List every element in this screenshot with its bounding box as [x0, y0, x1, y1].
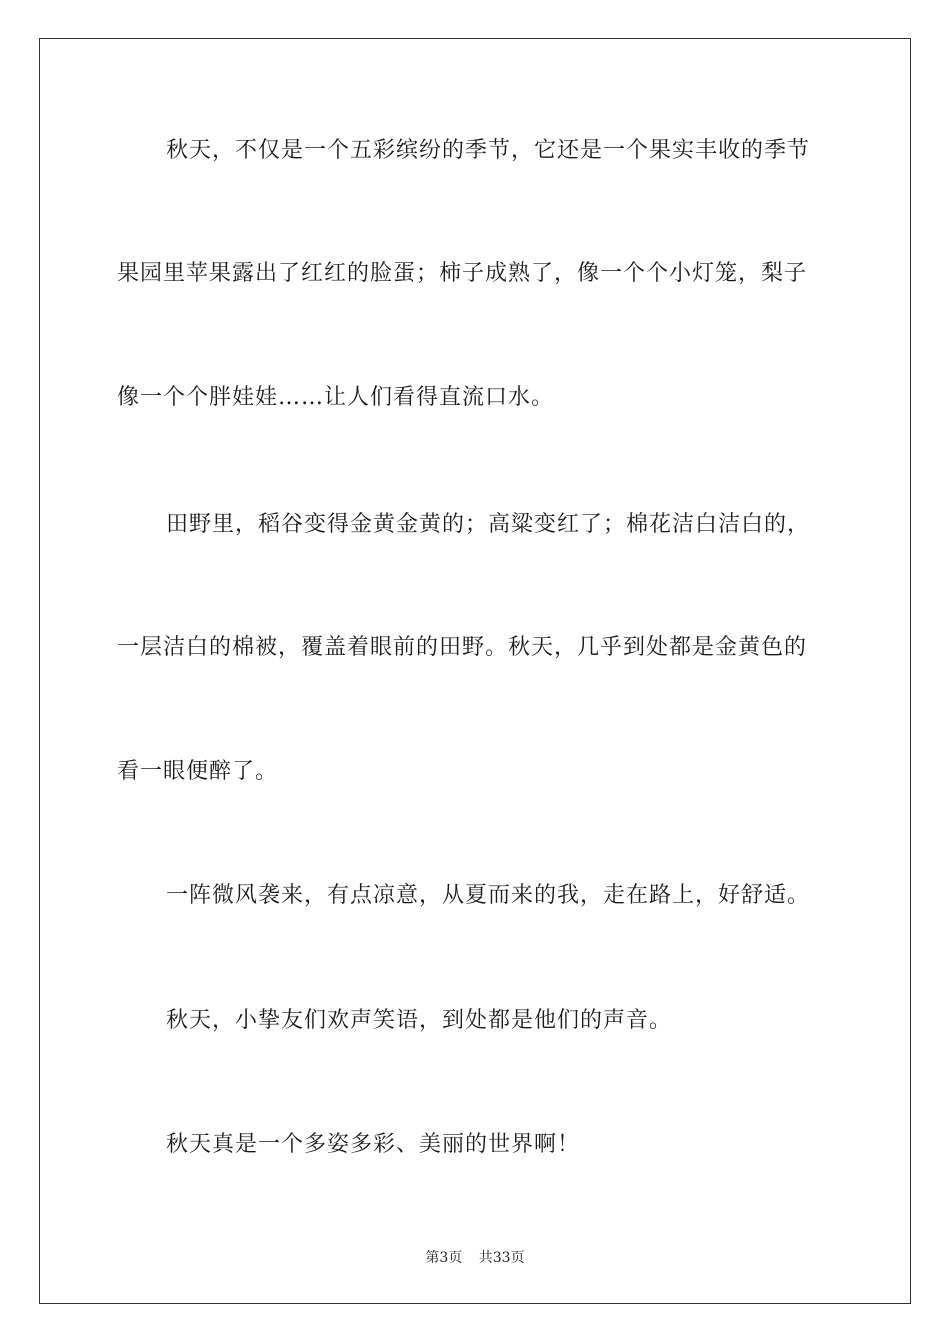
- paragraph-1-line-1: 秋天，不仅是一个五彩缤纷的季节，它还是一个果实丰收的季节: [166, 138, 811, 163]
- paragraph-2-line-3: 看一眼便醉了。: [117, 759, 279, 784]
- paragraph-5-line-1: 秋天真是一个多姿多彩、美丽的世界啊！: [166, 1132, 581, 1157]
- page-border: [39, 38, 911, 1304]
- paragraph-1-line-3: 像一个个胖娃娃……让人们看得直流口水。: [117, 385, 555, 410]
- current-page-number: 第3页: [425, 1250, 463, 1266]
- page-footer: [0, 1248, 950, 1268]
- paragraph-2-line-2: 一层洁白的棉被，覆盖着眼前的田野。秋天，几乎到处都是金黄色的: [117, 635, 808, 660]
- total-page-count: 共33页: [478, 1250, 525, 1266]
- paragraph-2-line-1: 田野里，稻谷变得金黄金黄的；高粱变红了；棉花洁白洁白的，: [166, 512, 811, 537]
- paragraph-1-line-2: 果园里苹果露出了红红的脸蛋；柿子成熟了，像一个个小灯笼，梨子: [117, 261, 808, 286]
- paragraph-3-line-1: 一阵微风袭来，有点凉意，从夏而来的我，走在路上，好舒适。: [166, 883, 811, 908]
- paragraph-4-line-1: 秋天，小挚友们欢声笑语，到处都是他们的声音。: [166, 1008, 673, 1033]
